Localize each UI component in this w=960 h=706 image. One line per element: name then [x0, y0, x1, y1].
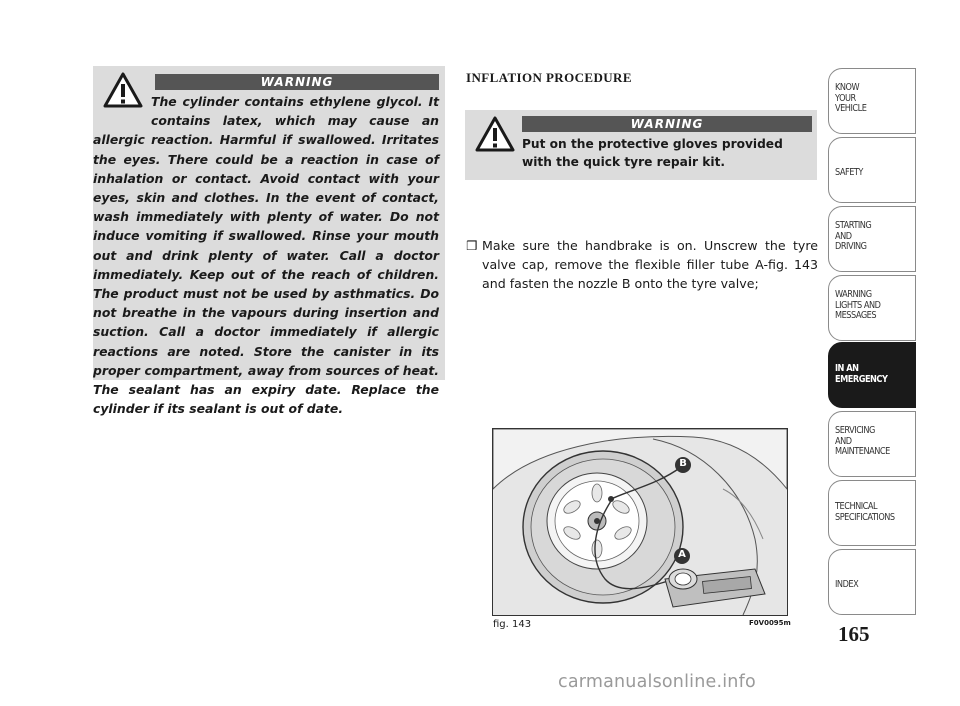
figure-code: F0V0095m [749, 619, 791, 627]
tab-warning-lights-and-messages[interactable] [828, 275, 916, 341]
tab-know-your-vehicle[interactable] [828, 68, 916, 134]
tab-index[interactable] [828, 549, 916, 615]
tab-safety[interactable] [828, 137, 916, 203]
tab-label: KNOW YOUR VEHICLE [835, 82, 867, 114]
tab-label: STARTING AND DRIVING [835, 220, 872, 252]
ethylene-glycol-warning-box [93, 66, 445, 417]
tab-in-an-emergency[interactable] [828, 342, 916, 408]
instruction-text: Make sure the handbrake is on. Unscrew the tyre valve cap, remove the flexible filler tube A-fig. 143 and fasten the nozzle B onto the tyre valve; [482, 238, 818, 291]
tab-technical-specifications[interactable] [828, 480, 916, 546]
figure-label-b: B [679, 458, 687, 469]
tab-label: SAFETY [835, 167, 863, 178]
warning-banner: WARNING [155, 74, 439, 90]
warning-text-body: The cylinder contains ethylene glycol. It contains latex, which may cause an allergic reaction. Harmful if swallowed. Irritates the eyes. There could be a reaction in case of inhalation or contact. Avoid contact with your eyes, skin and clothes. In the event of contact, wash immediately with plenty of water. Do not induce vomiting if swallowed. Rinse your mouth out and drink plenty of water. Call a doctor immediately. Keep out of the reach of children. The product must not be used by asthmatics. Do not breathe in the vapours during insertion and suction. Call a doctor immediately if allergic reactions are noted. Store the canister in its proper compartment, away from sources of heat. The sealant has an expiry date. Replace the cylinder if its sealant is out of date. [93, 94, 439, 417]
watermark: carmanualsonline.info [558, 672, 756, 692]
tab-label: INDEX [835, 579, 859, 590]
page-number: 165 [838, 622, 870, 646]
tab-label: WARNING LIGHTS AND MESSAGES [835, 289, 881, 321]
figure-label-a: A [678, 549, 686, 560]
section-title: INFLATION PROCEDURE [466, 70, 632, 85]
tyre-illustration-drawing [493, 429, 787, 615]
tyre-repair-illustration [492, 428, 788, 616]
tab-servicing-and-maintenance[interactable] [828, 411, 916, 477]
warning-text: Put on the protective gloves provided with the quick tyre repair kit. [522, 137, 783, 169]
tab-label: IN AN EMERGENCY [835, 363, 888, 385]
warning-text [93, 92, 439, 418]
warning-banner: WARNING [522, 116, 812, 132]
tab-label: SERVICING AND MAINTENANCE [835, 425, 890, 457]
warning-triangle-icon [475, 116, 515, 152]
figure-caption: fig. 143 [493, 619, 532, 630]
checkbox-bullet-icon: ❒ [466, 238, 478, 253]
tab-label: TECHNICAL SPECIFICATIONS [835, 501, 895, 523]
instruction-step [466, 236, 818, 293]
gloves-warning-box [465, 110, 817, 180]
tab-starting-and-driving[interactable] [828, 206, 916, 272]
